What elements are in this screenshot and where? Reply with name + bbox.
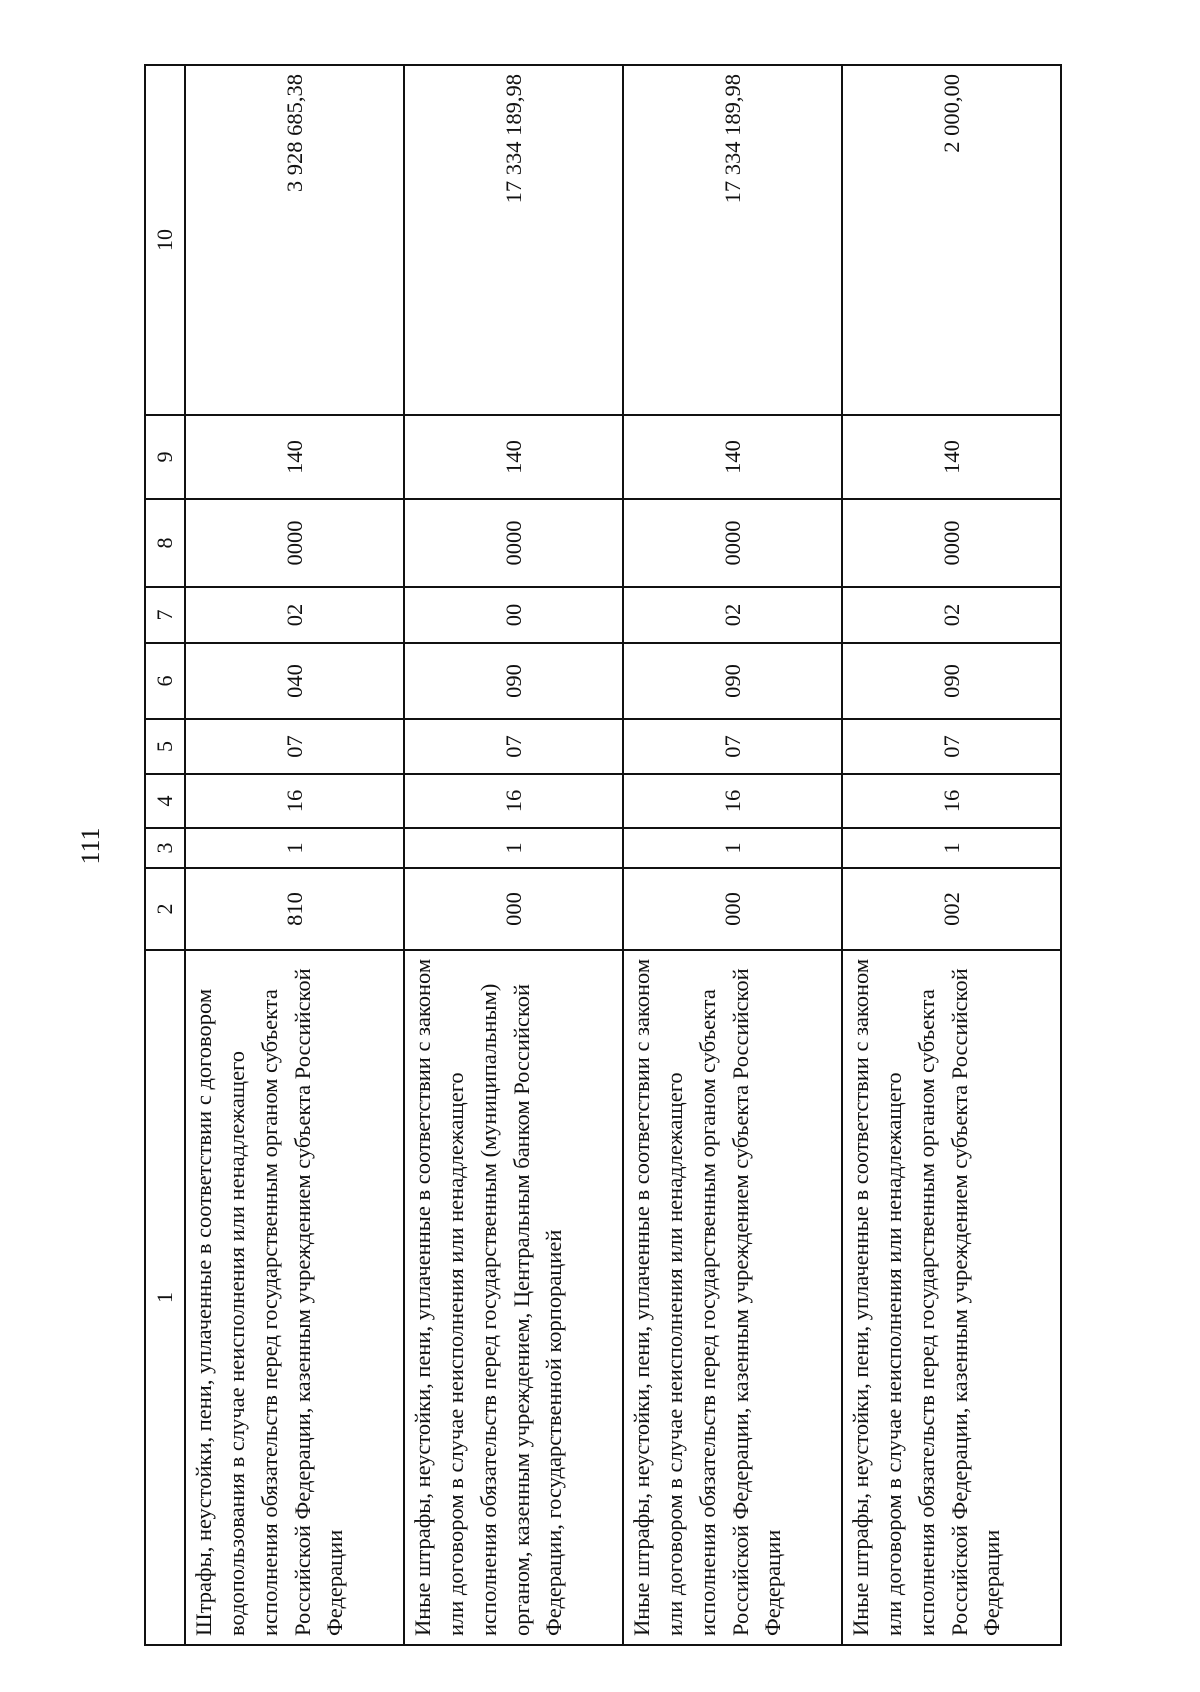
amount-cell: 2 000,00 [842,65,1061,415]
row-description: Иные штрафы, неустойки, пени, уплаченные в соответствии с законом или договором в случае неисполнения или ненадлежащего исполнения обязательств перед государственным органом субъекта Российской Федерации, казенным учреждением субъекта Российской Федерации [623,950,842,1645]
code-cell: 0000 [185,499,404,587]
column-header-2: 2 [145,868,185,950]
code-cell: 040 [185,643,404,719]
amount-cell: 3 928 685,38 [185,65,404,415]
code-cell: 810 [185,868,404,950]
code-cell: 090 [404,643,623,719]
table-container [144,66,1062,1646]
code-cell: 1 [623,828,842,868]
table-row [623,65,842,1645]
code-cell: 07 [623,719,842,774]
code-cell: 140 [185,415,404,499]
code-cell: 02 [185,587,404,643]
code-cell: 02 [842,587,1061,643]
amount-cell: 17 334 189,98 [623,65,842,415]
code-cell: 002 [842,868,1061,950]
code-cell: 07 [185,719,404,774]
row-description: Иные штрафы, неустойки, пени, уплаченные в соответствии с законом или договором в случае неисполнения или ненадлежащего исполнения обязательств перед государственным (муниципальным) органом, казенным учреждением, Центральным банком Российской Федерации, государственной корпорацией [404,950,623,1645]
budget-revenue-table [144,64,1062,1646]
table-row [842,65,1061,1645]
column-header-3: 3 [145,828,185,868]
column-header-10: 10 [145,65,185,415]
row-description: Иные штрафы, неустойки, пени, уплаченные в соответствии с законом или договором в случае неисполнения или ненадлежащего исполнения обязательств перед государственным органом субъекта Российской Федерации, казенным учреждением субъекта Российской Федерации [842,950,1061,1645]
code-cell: 090 [623,643,842,719]
table-row [404,65,623,1645]
code-cell: 090 [842,643,1061,719]
code-cell: 07 [842,719,1061,774]
code-cell: 07 [404,719,623,774]
code-cell: 16 [623,774,842,828]
code-cell: 16 [185,774,404,828]
table-row [185,65,404,1645]
code-cell: 1 [404,828,623,868]
code-cell: 1 [842,828,1061,868]
column-header-4: 4 [145,774,185,828]
code-cell: 0000 [404,499,623,587]
page-number: 111 [76,827,105,865]
column-header-9: 9 [145,415,185,499]
code-cell: 16 [404,774,623,828]
code-cell: 16 [842,774,1061,828]
column-header-7: 7 [145,587,185,643]
column-header-1: 1 [145,950,185,1645]
code-cell: 140 [404,415,623,499]
row-description: Штрафы, неустойки, пени, уплаченные в соответствии с договором водопользования в случае неисполнения или ненадлежащего исполнения обязательств перед государственным органом субъекта Российской Федерации, казенным учреждением субъекта Российской Федерации [185,950,404,1645]
table-header-row [145,65,185,1645]
column-header-8: 8 [145,499,185,587]
code-cell: 000 [623,868,842,950]
code-cell: 0000 [623,499,842,587]
code-cell: 140 [842,415,1061,499]
code-cell: 00 [404,587,623,643]
code-cell: 000 [404,868,623,950]
code-cell: 02 [623,587,842,643]
code-cell: 1 [185,828,404,868]
code-cell: 140 [623,415,842,499]
column-header-5: 5 [145,719,185,774]
amount-cell: 17 334 189,98 [404,65,623,415]
code-cell: 0000 [842,499,1061,587]
column-header-6: 6 [145,643,185,719]
